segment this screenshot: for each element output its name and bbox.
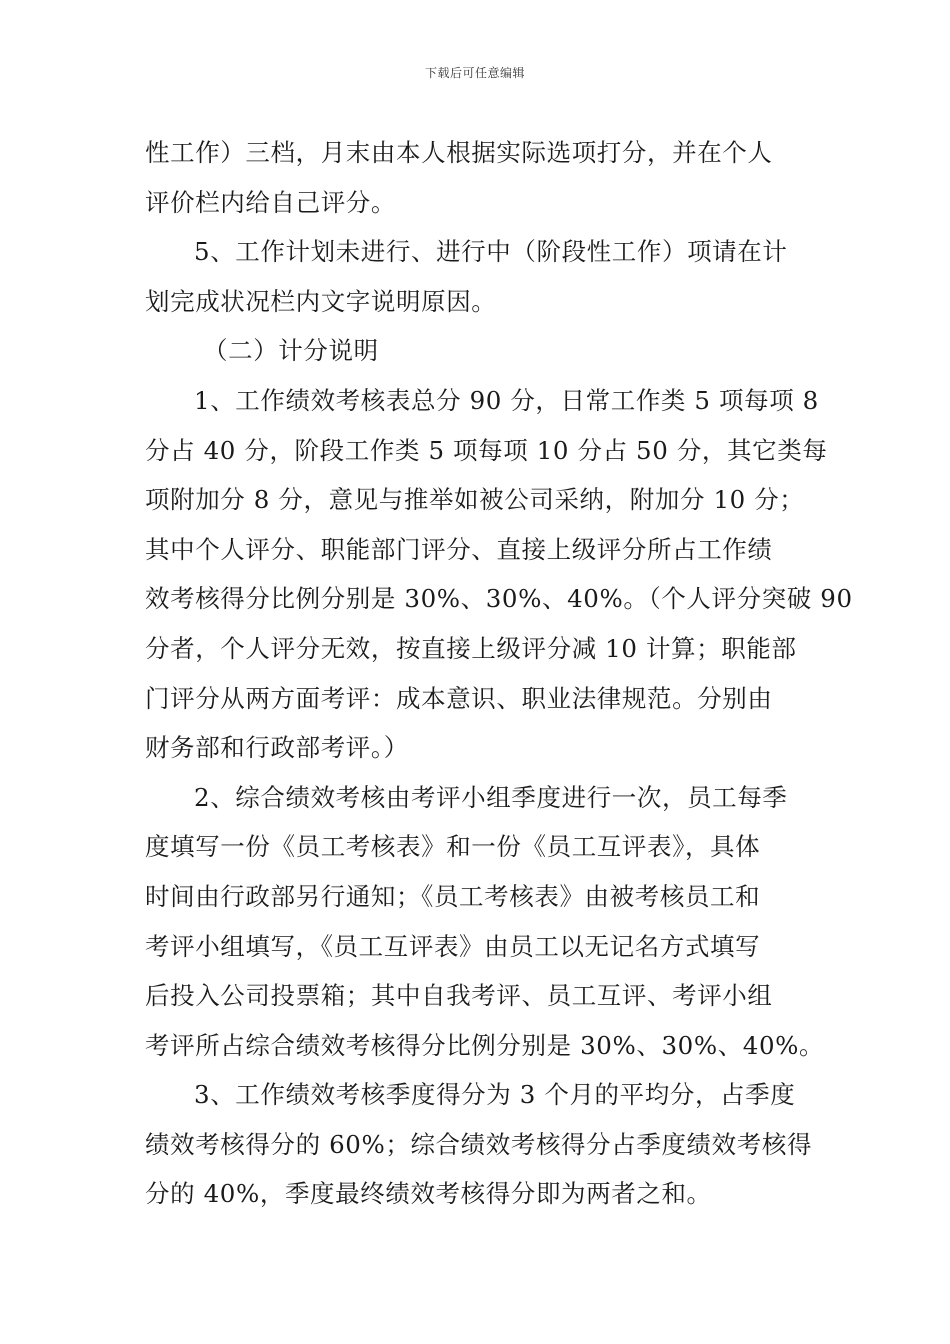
text-line: 时间由行政部另行通知；《员工考核表》由被考核员工和 (145, 881, 761, 911)
text-line: 后投入公司投票箱；其中自我考评、员工互评、考评小组 (145, 981, 773, 1011)
text-line: 绩效考核得分的 60%；综合绩效考核得分占季度绩效考核得 (145, 1129, 813, 1159)
text-line: 考评所占综合绩效考核得分比例分别是 30%、30%、40%。 (145, 1030, 825, 1060)
text-line: 分占 40 分，阶段工作类 5 项每项 10 分占 50 分，其它类每 (145, 435, 828, 465)
text-line: 性工作）三档，月末由本人根据实际选项打分，并在个人 (145, 138, 773, 167)
text-line: 2、综合绩效考核由考评小组季度进行一次，员工每季 (194, 782, 788, 812)
text-line: 评价栏内给自己评分。 (145, 187, 396, 217)
text-line: 效考核得分比例分别是 30%、30%、40%。（个人评分突破 90 (145, 584, 853, 614)
text-line: 其中个人评分、职能部门评分、直接上级评分所占工作绩 (145, 534, 773, 564)
text-line: 5、工作计划未进行、进行中（阶段性工作）项请在计 (194, 237, 788, 267)
document-body (145, 128, 853, 1219)
text-line: 度填写一份《员工考核表》和一份《员工互评表》，具体 (145, 832, 761, 862)
text-line: 1、工作绩效考核表总分 90 分，日常工作类 5 项每项 8 (194, 385, 819, 415)
text-line: 3、工作绩效考核季度得分为 3 个月的平均分，占季度 (194, 1080, 796, 1110)
text-line: 分的 40%，季度最终绩效考核得分即为两者之和。 (145, 1179, 712, 1209)
text-line: 考评小组填写，《员工互评表》由员工以无记名方式填写 (145, 931, 761, 961)
text-line: 分者，个人评分无效，按直接上级评分减 10 计算；职能部 (145, 633, 797, 663)
text-line: 门评分从两方面考评：成本意识、职业法律规范。分别由 (145, 683, 773, 713)
text-line: 项附加分 8 分，意见与推举如被公司采纳，附加分 10 分； (145, 485, 805, 515)
text-line: 划完成状况栏内文字说明原因。 (145, 286, 497, 316)
page-header: 下载后可任意编辑 (424, 66, 525, 80)
section-heading: （二）计分说明 (203, 336, 379, 366)
text-line: 财务部和行政部考评。） (145, 733, 409, 763)
